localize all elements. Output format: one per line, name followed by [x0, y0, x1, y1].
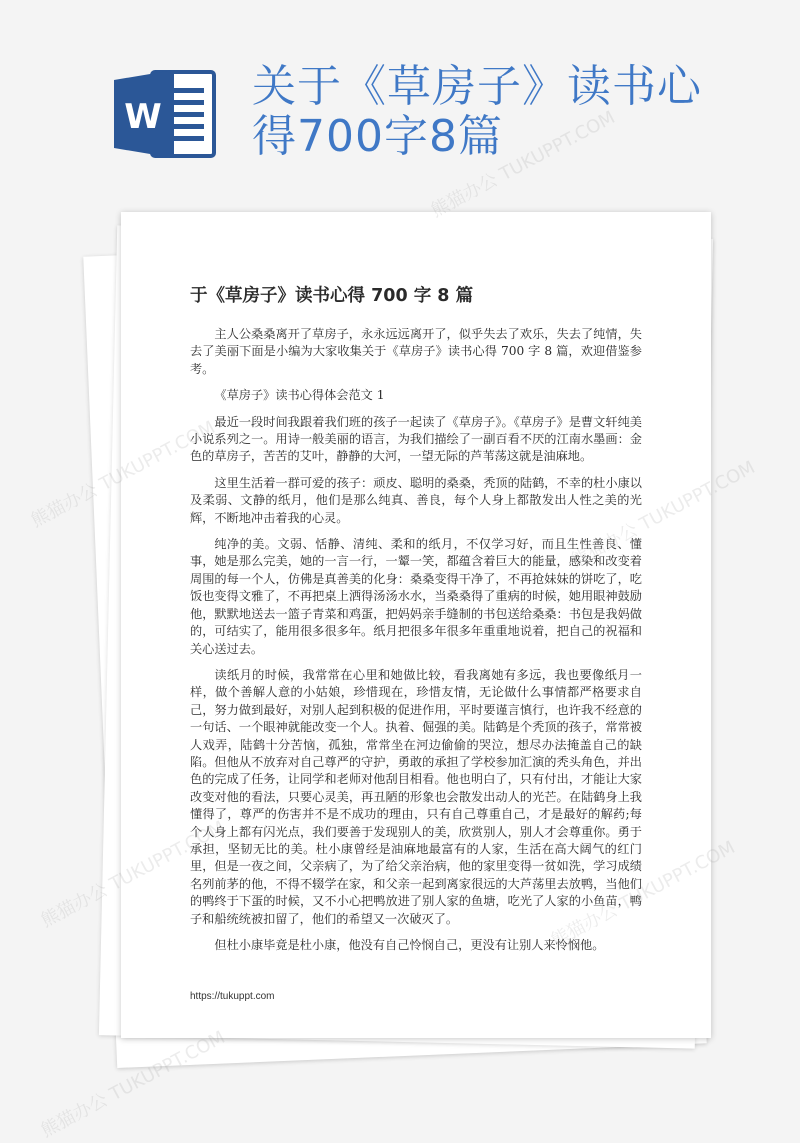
document-title: 于《草房子》读书心得 700 字 8 篇	[190, 286, 474, 306]
intro-paragraph: 主人公桑桑离开了草房子，永永远远离开了，似乎失去了欢乐，失去了纯情，失去了美丽下面是小编为大家收集关于《草房子》读书心得 700 字 8 篇，欢迎借鉴参考。	[190, 327, 642, 376]
page-title: 关于《草房子》读书心得700字8篇	[252, 61, 702, 162]
watermark: 熊猫办公	[37, 879, 112, 932]
logo-letter: W	[124, 97, 162, 137]
body-paragraph: 读纸月的时候，我常常在心里和她做比较，看我离她有多远，我也要像纸月一样，做个善解人意的小姑娘，珍惜现在，珍惜友情，无论做什么事情都严格要求自己，努力做到最好，对别人起到积极的促进作用，平时要谨言慎行，也许我不经意的一句话、一个眼神就能改变一个人。执着、倔强的美。陆鹤是个秃顶的孩子，常常被人戏弄，陆鹤十分苦恼，孤独，常常坐在河边偷偷的哭泣，想尽办法掩盖自己的缺陷。但他从不放弃对自己尊严的守护，勇敢的承担了学校参加汇演的秃头角色，并出色的完成了任务，让同学和老师对他刮目相看。他也明白了，只有付出，才能让大家改变对他的看法，只要心灵美，再丑陋的形象也会散发出动人的光芒。在陆鹤身上我懂得了，尊严的伤害并不是不成功的理由，只有自己尊重自己，才是最好的解药;每个人身上都有闪光点，我们要善于发现别人的美，欣赏别人，别人才会尊重你。勇于承担，坚韧无比的美。杜小康曾经是油麻地最富有的人家，生活在高大阔气的红门里，但是一夜之间，父亲病了，为了给父亲治病，他的家里变得一贫如洗，学习成绩名列前茅的他，不得不辍学在家，和父亲一起到离家很远的大芦荡里去放鸭，当他们的鸭终于下蛋的时候，又不小心把鸭放进了别人家的鱼塘，吃光了人家的小鱼苗，鸭子和船统统被扣留了，他们的希望又一次破灭了。	[190, 667, 642, 926]
section-heading: 《草房子》读书心得体会范文 1	[214, 388, 385, 403]
watermark: 熊猫办公 TUKUPPT.COM	[427, 106, 619, 222]
body-paragraph: 但杜小康毕竟是杜小康，他没有自己怜悯自己，更没有让别人来怜悯他。	[214, 938, 605, 952]
footer-url[interactable]: https://tukuppt.com	[190, 991, 275, 1002]
document-body	[190, 326, 642, 963]
body-paragraph: 这里生活着一群可爱的孩子：顽皮、聪明的桑桑，秃顶的陆鹤，不幸的杜小康以及柔弱、文静的纸月，他们是那么纯真、善良，每个人身上都散发出人性之美的光辉，不断地冲击着我的心灵。	[190, 475, 642, 525]
watermark: 熊猫办公	[27, 479, 102, 532]
word-logo-icon	[112, 66, 216, 162]
body-paragraph: 纯净的美。文弱、恬静、清纯、柔和的纸月，不仅学习好，而且生性善良、懂事，她是那么完美，她的一言一行，一颦一笑，都蕴含着巨大的能量，感染和改变着周围的每一个人，仿佛是真善美的化身：桑桑变得干净了，不再抢妹妹的饼吃了，吃饭也变得文雅了，不再把桌上洒得汤汤水水，当桑桑得了重病的时候，她用眼神鼓励他，默默地送去一篮子青菜和鸡蛋，把妈妈亲手缝制的书包送给桑桑：书包是我妈做的，可结实了，能用很多很多年。纸月把很多年很多年重重地说着，把自己的祝福和关心送过去。	[190, 537, 642, 656]
watermark: 熊猫办公 TUKUPPT.COM	[37, 1026, 229, 1142]
body-paragraph: 最近一段时间我跟着我们班的孩子一起读了《草房子》。《草房子》是曹文轩纯美小说系列之一。用诗一般美丽的语言，为我们描绘了一副百看不厌的江南水墨画：金色的草房子，苦苦的艾叶，静静的大河，一望无际的芦苇荡这就是油麻地。	[190, 414, 642, 464]
